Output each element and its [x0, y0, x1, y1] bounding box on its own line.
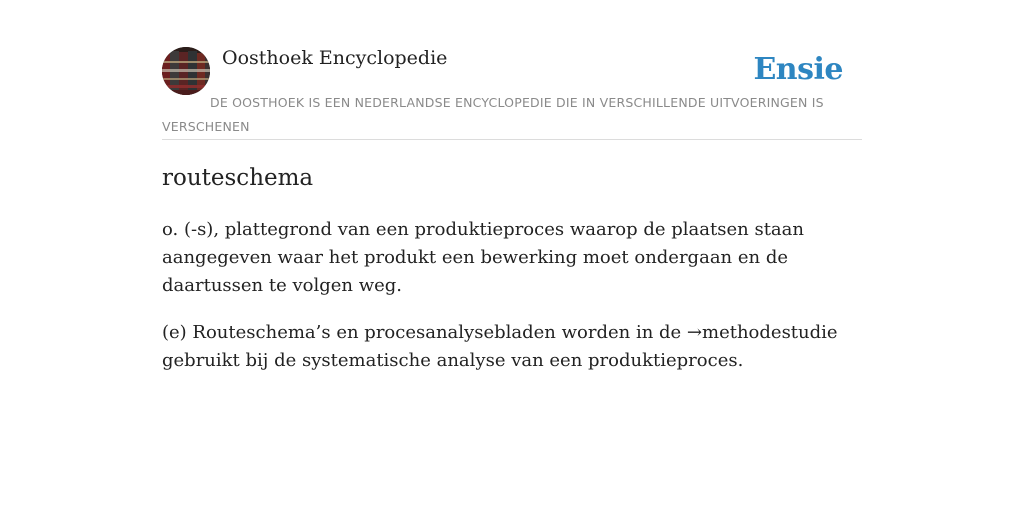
- entry-term: routeschema: [162, 165, 314, 191]
- entry-definition: o. (-s), plattegrond van een produktieproces waarop de plaatsen staan aangegeven waar het produkt een bewerking moet ondergaan en de daartussen te volgen weg.: [162, 219, 804, 296]
- ensie-logo-link[interactable]: Ensie: [753, 52, 843, 87]
- source-description: DE OOSTHOEK IS EEN NEDERLANDSE ENCYCLOPEDIE DIE IN VERSCHILLENDE UITVOERINGEN IS VERSCHENEN: [162, 95, 824, 134]
- source-avatar[interactable]: [162, 47, 210, 95]
- entry-content: [162, 216, 864, 394]
- entry-note-suffix: gebruikt bij de systematische analyse van een produktieproces.: [162, 350, 744, 371]
- book-spines-icon: [162, 47, 210, 95]
- crossref-link-methodestudie[interactable]: →methodestudie: [686, 322, 838, 343]
- source-title[interactable]: Oosthoek Encyclopedie: [222, 47, 448, 69]
- entry-note: [162, 319, 864, 375]
- source-header: [162, 46, 862, 140]
- entry-note-prefix: (e) Routeschema’s en procesanalysebladen worden in de: [162, 322, 687, 343]
